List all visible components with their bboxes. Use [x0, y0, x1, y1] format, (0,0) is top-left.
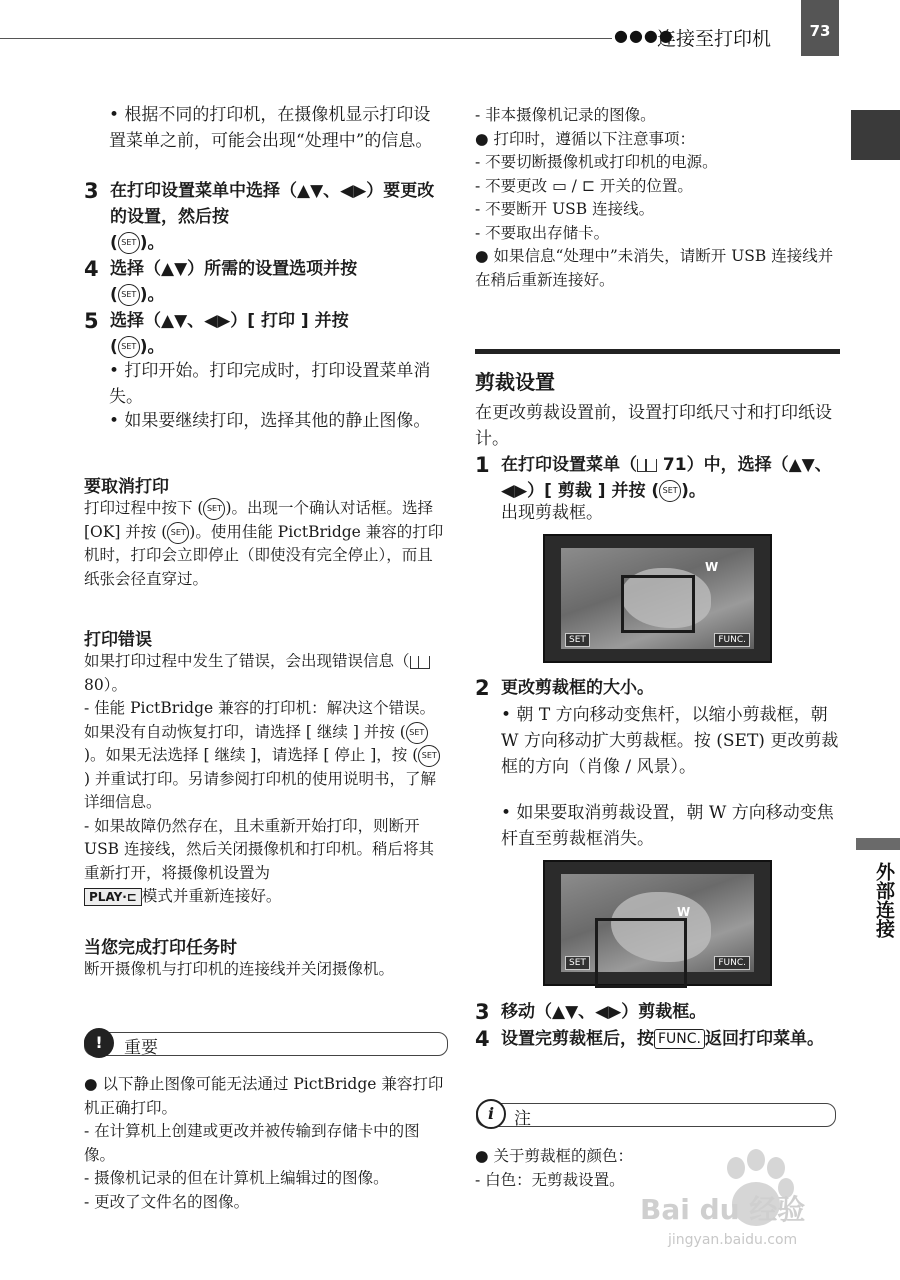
text-run: 模式并重新连接好。: [141, 887, 282, 905]
trim-step-4: [475, 1026, 840, 1052]
step-text: 移动（▲▼、◀▶）剪裁框。: [501, 1002, 707, 1022]
step-3: [84, 178, 444, 256]
text-run: 设置完剪裁框后，按: [501, 1029, 654, 1049]
book-icon: [410, 656, 430, 669]
step5-bullet: • 如果要继续打印，选择其他的静止图像。: [109, 411, 431, 431]
text-run: 如果打印过程中发生了错误，会出现错误信息（: [84, 652, 410, 670]
text-run: ）中，选择（▲▼、◀▶）[ 剪裁 ] 并按 (: [501, 455, 832, 501]
list-item: - 非本摄像机记录的图像。: [475, 106, 656, 124]
paren: )。: [139, 233, 165, 253]
step-number: 1: [475, 453, 490, 477]
cancel-text: [84, 497, 444, 591]
header-rule: [0, 38, 612, 39]
error-text: [84, 650, 444, 909]
book-icon: [637, 459, 657, 472]
zoom-w-indicator: W: [705, 560, 719, 574]
set-button-icon: SET: [203, 498, 225, 520]
set-button-icon: SET: [118, 232, 140, 254]
text-run: )。: [681, 481, 706, 501]
camera-screen-1: [543, 534, 772, 663]
print-notes-list: [475, 104, 840, 292]
paren: (: [110, 233, 118, 253]
intro-bullet: • 根据不同的打印机，在摄像机显示打印设置菜单之前，可能会出现“处理中”的信息。: [109, 105, 433, 151]
done-text: 断开摄像机与打印机的连接线并关闭摄像机。: [84, 960, 395, 978]
paren: (: [110, 285, 118, 305]
list-item: - 不要取出存储卡。: [475, 223, 610, 242]
step-5: [84, 308, 444, 360]
important-label: 重要: [124, 1038, 158, 1058]
set-label: SET: [565, 633, 590, 647]
step-text: 选择（▲▼）所需的设置选项并按: [110, 259, 358, 279]
page-number: 73: [801, 0, 839, 56]
trim-step1-note: 出现剪裁框。: [501, 503, 603, 523]
text-run: )。使用佳能 PictBridge 兼容的打印机时，打印会立即停止（即使没有完全停止），而且纸张会径直穿过。: [84, 522, 444, 588]
list-item: ● 如果信息“处理中”未消失，请断开 USB 连接线并在稍后重新连接好。: [475, 247, 834, 289]
set-button-icon: SET: [118, 284, 140, 306]
trim-step2-bullet: • 朝 T 方向移动变焦杆，以缩小剪裁框，朝 W 方向移动扩大剪裁框。按 (SET) 更改剪裁框的方向（肖像 / 风景）。: [501, 705, 839, 777]
func-label: FUNC.: [714, 633, 750, 647]
step-number: 3: [84, 179, 99, 203]
watermark-text: Bai du 经验: [640, 1193, 806, 1226]
error-heading: 打印错误: [84, 630, 152, 650]
text-run: 打印过程中按下 (: [84, 499, 204, 517]
func-label: FUNC.: [714, 956, 750, 970]
chapter-tab: [856, 838, 900, 850]
step-text: 在打印设置菜单中选择（▲▼、◀▶）要更改的设置，然后按: [110, 181, 435, 227]
func-button-icon: FUNC.: [654, 1029, 705, 1049]
page-ref: 71: [662, 455, 687, 475]
section-rule: [475, 349, 840, 354]
info-icon: i: [476, 1099, 506, 1129]
paren: (: [110, 337, 118, 357]
set-button-icon: SET: [418, 745, 440, 767]
text-run: - 如果故障仍然存在，且未重新开始打印，则断开 USB 连接线，然后关闭摄像机和打印机。稍后将其重新打开，将摄像机设置为: [84, 816, 435, 882]
step-number: 3: [475, 1000, 490, 1024]
list-item: - 不要断开 USB 连接线。: [475, 200, 655, 218]
text-run: ）。: [103, 675, 127, 694]
step-number: 4: [84, 257, 99, 281]
note-label: 注: [514, 1109, 531, 1129]
trim-heading: 剪裁设置: [475, 370, 555, 394]
list-item: - 摄像机记录的但在计算机上编辑过的图像。: [84, 1169, 389, 1187]
exclamation-icon: !: [84, 1028, 114, 1058]
paren: )。: [139, 285, 165, 305]
step-4: [84, 256, 444, 308]
text-run: )。出现一个确认对话框。选择 [OK] 并按 (: [84, 499, 434, 541]
zoom-w-indicator: W: [677, 905, 691, 919]
list-item: - 不要切断摄像机或打印机的电源。: [475, 153, 718, 171]
list-item: ● 以下静止图像可能无法通过 PictBridge 兼容打印机正确打印。: [84, 1075, 444, 1117]
list-item: - 更改了文件名的图像。: [84, 1192, 250, 1211]
set-button-icon: SET: [118, 336, 140, 358]
trim-frame: [621, 575, 695, 633]
list-item: ● 打印时，遵循以下注意事项：: [475, 129, 695, 148]
step-number: 4: [475, 1027, 490, 1051]
section-title: 连接至打印机: [657, 28, 772, 50]
text-run: ) 并重试打印。另请参阅打印机的使用说明书，了解详细信息。: [84, 769, 436, 811]
camera-screen-2: [543, 860, 772, 986]
set-button-icon: SET: [406, 722, 428, 744]
list-item: - 在计算机上创建或更改并被传输到存储卡中的图像。: [84, 1122, 420, 1164]
trim-step-2: [475, 675, 654, 701]
step-text: 更改剪裁框的大小。: [501, 678, 654, 698]
chapter-label: 外部连接: [873, 862, 895, 938]
watermark-url: jingyan.baidu.com: [668, 1232, 798, 1248]
trim-step-1: [475, 452, 840, 504]
thumb-tab: [851, 110, 900, 160]
important-list: [84, 1073, 449, 1214]
cancel-heading: 要取消打印: [84, 477, 169, 497]
trim-intro: 在更改剪裁设置前，设置打印纸尺寸和打印纸设计。: [475, 403, 832, 449]
text-run: 返回打印菜单。: [705, 1029, 824, 1049]
set-button-icon: SET: [167, 522, 189, 544]
page-ref: 80: [84, 675, 104, 694]
text-run: )。如果无法选择 [ 继续 ]，请选择 [ 停止 ]，按 (: [84, 746, 419, 764]
paren: )。: [139, 337, 165, 357]
list-item: - 白色：无剪裁设置。: [475, 1170, 625, 1189]
text-run: 在打印设置菜单（: [501, 455, 637, 475]
set-button-icon: SET: [659, 480, 681, 502]
trim-step2-bullet: • 如果要取消剪裁设置，朝 W 方向移动变焦杆直至剪裁框消失。: [501, 803, 834, 849]
list-item: ● 关于剪裁框的颜色：: [475, 1147, 633, 1165]
trim-step-3: [475, 999, 840, 1025]
play-mode-badge: PLAY·⊏: [84, 888, 142, 906]
step-number: 5: [84, 309, 99, 333]
step-text: 选择（▲▼、◀▶）[ 打印 ] 并按: [110, 311, 349, 331]
step-number: 2: [475, 676, 490, 700]
set-label: SET: [565, 956, 590, 970]
step5-bullet: • 打印开始。打印完成时，打印设置菜单消失。: [109, 361, 431, 407]
done-heading: 当您完成打印任务时: [84, 938, 237, 958]
trim-frame: [595, 918, 687, 988]
header-dots: ●●●●: [614, 26, 674, 45]
list-item: - 不要更改 ▭ / ⊏ 开关的位置。: [475, 176, 693, 195]
text-run: - 佳能 PictBridge 兼容的打印机：解决这个错误。如果没有自动恢复打印，请选择 [ 继续 ] 并按 (: [84, 699, 436, 741]
